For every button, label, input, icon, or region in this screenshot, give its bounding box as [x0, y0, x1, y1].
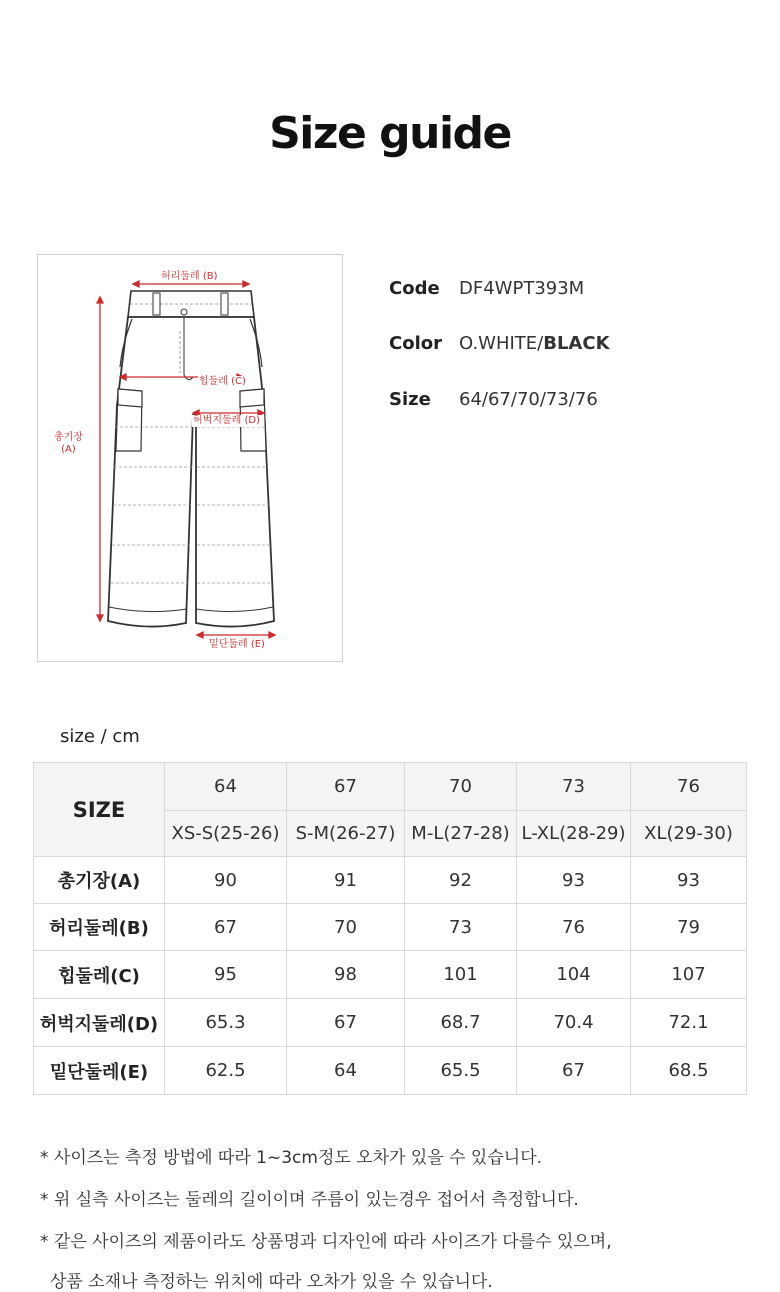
table-row	[34, 1047, 747, 1095]
value-cell: 70	[287, 904, 405, 951]
size-header-cell: 73	[517, 763, 631, 811]
value-cell: 76	[517, 904, 631, 951]
value-cell: 91	[287, 857, 405, 904]
row-label-cell: 힙둘레(C)	[34, 951, 165, 999]
size-name-cell: S-M(26-27)	[287, 811, 405, 857]
value-cell: 107	[631, 951, 747, 999]
row-label-cell: 총기장(A)	[34, 857, 165, 904]
value-cell: 79	[631, 904, 747, 951]
thigh-measure-label: 허벅지둘레 (D)	[193, 415, 260, 426]
pants-illustration	[38, 255, 344, 663]
value-cell: 98	[287, 951, 405, 999]
value-cell: 67	[165, 904, 287, 951]
value-cell: 65.5	[405, 1047, 517, 1095]
value-cell: 101	[405, 951, 517, 999]
value-cell: 65.3	[165, 999, 287, 1047]
value-cell: 73	[405, 904, 517, 951]
value-cell: 93	[631, 857, 747, 904]
size-header-cell: 67	[287, 763, 405, 811]
unit-label: size / cm	[60, 726, 140, 747]
value-cell: 104	[517, 951, 631, 999]
pants-size-diagram	[37, 254, 343, 662]
size-name-cell: XL(29-30)	[631, 811, 747, 857]
value-cell: 67	[517, 1047, 631, 1095]
note-line: * 위 실측 사이즈는 둘레의 길이이며 주름이 있는경우 접어서 측정합니다.	[40, 1190, 579, 1210]
value-cell: 72.1	[631, 999, 747, 1047]
note-line: 상품 소재나 측정하는 위치에 따라 오차가 있을 수 있습니다.	[50, 1272, 493, 1292]
value-cell: 68.7	[405, 999, 517, 1047]
size-name-cell: XS-S(25-26)	[165, 811, 287, 857]
length-measure-label: 총기장 (A)	[54, 432, 83, 455]
size-label: Size	[389, 389, 431, 410]
size-table	[33, 762, 747, 1095]
row-label-cell: 밑단둘레(E)	[34, 1047, 165, 1095]
row-label-cell: 허벅지둘레(D)	[34, 999, 165, 1047]
waist-measure-label: 허리둘레 (B)	[161, 271, 218, 282]
table-row	[34, 999, 747, 1047]
size-header-cell: 76	[631, 763, 747, 811]
note-line: * 같은 사이즈의 제품이라도 상품명과 디자인에 따라 사이즈가 다를수 있으며,	[40, 1232, 612, 1252]
size-header-cell: 70	[405, 763, 517, 811]
color-value-secondary: BLACK	[543, 333, 610, 354]
value-cell: 62.5	[165, 1047, 287, 1095]
hem-measure-label: 밑단둘레 (E)	[209, 639, 265, 650]
hip-measure-label: 힙둘레 (C)	[199, 376, 246, 387]
size-corner-cell: SIZE	[34, 763, 165, 857]
size-value: 64/67/70/73/76	[459, 389, 598, 410]
value-cell: 95	[165, 951, 287, 999]
row-label-cell: 허리둘레(B)	[34, 904, 165, 951]
size-name-cell: M-L(27-28)	[405, 811, 517, 857]
value-cell: 67	[287, 999, 405, 1047]
size-name-cell: L-XL(28-29)	[517, 811, 631, 857]
color-value-primary: O.WHITE/	[459, 333, 544, 354]
size-number-row	[34, 763, 747, 811]
value-cell: 92	[405, 857, 517, 904]
value-cell: 68.5	[631, 1047, 747, 1095]
code-value: DF4WPT393M	[459, 278, 585, 299]
value-cell: 70.4	[517, 999, 631, 1047]
color-label: Color	[389, 333, 442, 354]
color-value	[459, 333, 610, 354]
table-row	[34, 904, 747, 951]
value-cell: 93	[517, 857, 631, 904]
table-row	[34, 857, 747, 904]
table-row	[34, 951, 747, 999]
page-title: Size guide	[269, 108, 511, 159]
note-line: * 사이즈는 측정 방법에 따라 1~3cm정도 오차가 있을 수 있습니다.	[40, 1148, 543, 1168]
value-cell: 64	[287, 1047, 405, 1095]
size-header-cell: 64	[165, 763, 287, 811]
value-cell: 90	[165, 857, 287, 904]
code-label: Code	[389, 278, 440, 299]
